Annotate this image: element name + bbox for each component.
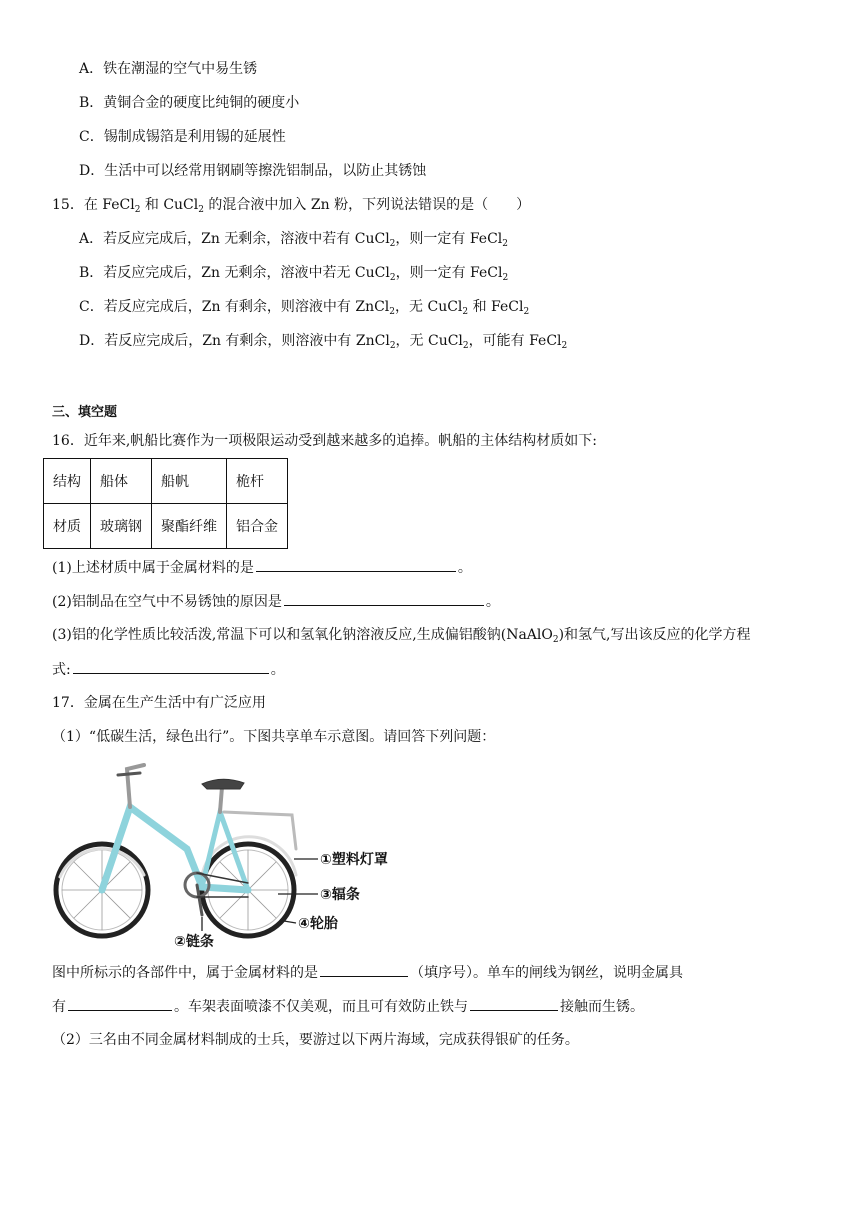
q14-option-d: D．生活中可以经常用钢刷等擦洗铝制品，以防止其锈蚀	[79, 163, 427, 179]
answer-blank[interactable]	[256, 557, 456, 572]
q17-part1-line1: 图中所标示的各部件中，属于金属材料的是 （填序号）。单车的闸线为钢丝，说明金属具	[52, 962, 683, 983]
q16-part3-line1: (3)铝的化学性质比较活泼,常温下可以和氢氧化钠溶液反应,生成偏铝酸钠(NaAlO$_2$)和氢气,写出该反应的化学方程	[52, 627, 751, 645]
label-lampshade: ①塑料灯罩	[320, 852, 388, 868]
answer-blank[interactable]	[68, 996, 172, 1011]
table-cell: 玻璃钢	[91, 504, 152, 549]
q14-option-a: A．铁在潮湿的空气中易生锈	[79, 61, 258, 77]
table-cell: 铝合金	[227, 504, 288, 549]
q15-option-b: B．若反应完成后，Zn 无剩余，溶液中若无 CuCl$_2$，则一定有 FeCl$_2$	[79, 265, 509, 283]
q15-stem: 15．在 FeCl$_2$ 和 CuCl$_2$ 的混合液中加入 Zn 粉，下列说法错误的是（ ）	[52, 197, 531, 215]
q15-option-d: D．若反应完成后，Zn 有剩余，则溶液中有 ZnCl$_2$，无 CuCl$_2$，可能有 FeCl$_2$	[79, 333, 568, 351]
q15-option-c: C．若反应完成后，Zn 有剩余，则溶液中有 ZnCl$_2$，无 CuCl$_2$ 和 FeCl$_2$	[79, 299, 530, 317]
table-row	[44, 459, 288, 504]
answer-blank[interactable]	[320, 962, 408, 977]
q17-stem: 17．金属在生产生活中有广泛应用	[52, 695, 266, 711]
table-cell: 桅杆	[227, 459, 288, 504]
table-cell: 结构	[44, 459, 91, 504]
bike-icon	[56, 765, 296, 936]
table-row	[44, 504, 288, 549]
label-chain: ②链条	[174, 934, 214, 950]
q16-part1: (1)上述材质中属于金属材料的是 。	[52, 557, 472, 578]
section-title: 三、填空题	[52, 405, 118, 420]
q14-option-c: C．锡制成锡箔是利用锡的延展性	[79, 129, 286, 145]
answer-blank[interactable]	[284, 591, 484, 606]
table-cell: 材质	[44, 504, 91, 549]
table-cell: 船帆	[152, 459, 227, 504]
q17-part1: （1）“低碳生活，绿色出行”。下图共享单车示意图。请回答下列问题：	[52, 729, 496, 745]
bike-diagram	[52, 757, 412, 952]
q16-part2: (2)铝制品在空气中不易锈蚀的原因是 。	[52, 591, 500, 612]
answer-blank[interactable]	[73, 659, 269, 674]
q15-option-a: A．若反应完成后，Zn 无剩余，溶液中若有 CuCl$_2$，则一定有 FeCl$_2$	[79, 231, 509, 249]
materials-table	[43, 458, 288, 549]
answer-blank[interactable]	[470, 996, 558, 1011]
q16-stem: 16．近年来,帆船比赛作为一项极限运动受到越来越多的追捧。帆船的主体结构材质如下:	[52, 433, 597, 449]
label-spokes: ③辐条	[320, 887, 360, 903]
table-cell: 船体	[91, 459, 152, 504]
q17-part2: （2）三名由不同金属材料制成的士兵，要游过以下两片海域，完成获得银矿的任务。	[52, 1032, 579, 1048]
table-cell: 聚酯纤维	[152, 504, 227, 549]
q17-part1-line2: 有 。车架表面喷漆不仅美观，而且可有效防止铁与 接触而生锈。	[52, 996, 644, 1017]
q14-option-b: B．黄铜合金的硬度比纯铜的硬度小	[79, 95, 300, 111]
label-tire: ④轮胎	[298, 916, 338, 932]
q16-part3-line2: 式: 。	[52, 659, 285, 680]
